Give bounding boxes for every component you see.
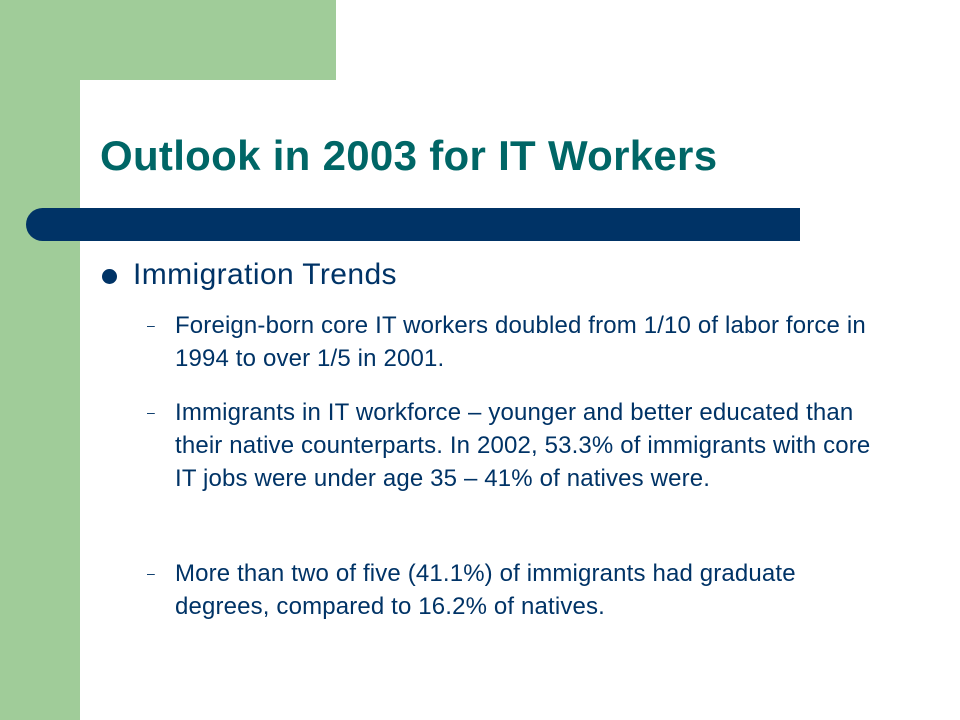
title-underline-bar: [26, 208, 800, 241]
slide-title: Outlook in 2003 for IT Workers: [100, 132, 718, 179]
sub-bullet-text: Foreign-born core IT workers doubled from 1/10 of labor force in 1994 to over 1/5 in 2001.: [175, 312, 866, 372]
dash-icon: –: [147, 565, 155, 581]
green-side-band: [0, 0, 80, 720]
green-top-band: [0, 0, 336, 80]
sub-bullet-text: Immigrants in IT workforce – younger and better educated than their native counterparts. In 2002, 53.3% of immigrants with core IT jobs were under age 35 – 41% of natives were.: [175, 399, 871, 492]
bullet-dot-icon: [102, 269, 117, 284]
dash-icon: –: [147, 317, 155, 333]
sub-bullet-text: More than two of five (41.1%) of immigrants had graduate degrees, compared to 16.2% of natives.: [175, 560, 796, 620]
dash-icon: –: [147, 404, 155, 420]
bullet-heading: Immigration Trends: [133, 258, 397, 291]
